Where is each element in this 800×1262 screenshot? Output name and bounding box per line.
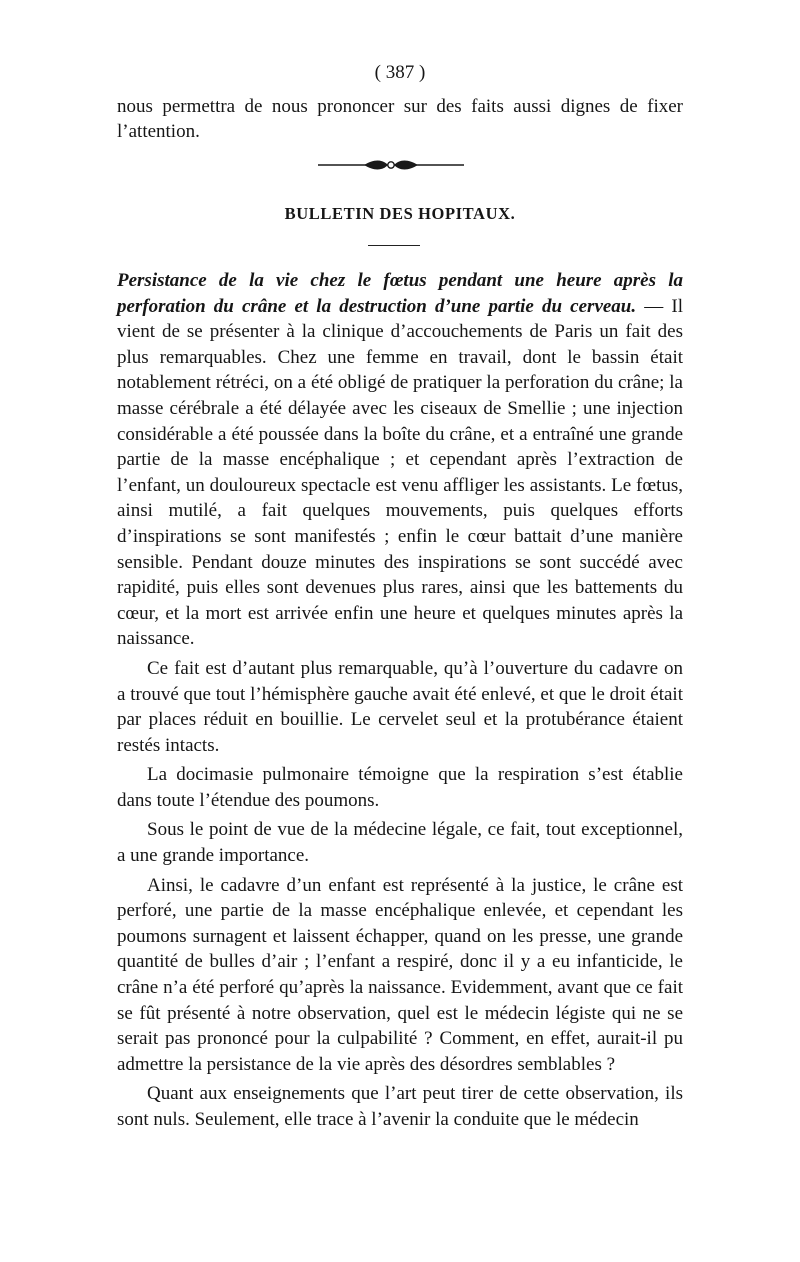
article-paragraph: Ainsi, le cadavre d’un enfant est représenté à la justice, le crâne est perforé, une partie de la masse encéphalique enlevée, et cependant les poumons surnagent et laissent échapper, quand on les presse, une grande quantité de bulles d’air ; l’enfant a respiré, donc il y a eu infanticide, le crâne n’a été perforé qu’après la naissance. Evidemment, avant que ce fait se fût présenté à notre observation, quel est le médecin légiste qui ne se serait pas prononcé pour la culpabilité ? Comment, en effet, aurait-il pu admettre la persistance de la vie après des désordres semblables ?: [117, 874, 683, 1075]
page-number: ( 387 ): [374, 62, 426, 83]
article-paragraph: Ce fait est d’autant plus remarquable, qu’à l’ouverture du cadavre on a trouvé que tout l’hémisphère gauche avait été enlevé, et que le droit était par places réduit en bouillie. Le cervelet seul et la protubérance étaient restés intacts.: [117, 657, 683, 756]
article-title: Persistance de la vie chez le fœtus pendant une heure après la perforation du crâne et la destruction d’une partie du cerveau.: [117, 270, 683, 317]
article-lead-text: — Il vient de se présenter à la clinique d’accouchements de Paris un fait des plus remarquables. Chez une femme en travail, dont le bassin était notablement rétréci, on a été obligé de pratiquer la perforation du crâne; la masse cérébrale a été délayée avec les ciseaux de Smellie ; une injection considérable a été poussée dans la boîte du crâne, et a entraîné une grande partie de la masse encéphalique ; et cependant après l’extraction de l’enfant, un douloureux spectacle est venu affliger les assistants. Le fœtus, ainsi mutilé, a fait quelques mouvements, puis quelques efforts d’inspirations se sont manifestés ; enfin le cœur battait d’une manière sensible. Pendant douze minutes des inspirations se sont succédé avec rapidité, puis elles sont devenues plus rares, ainsi que les battements du cœur, et la mort est arrivée enfin une heure et quelques minutes après la naissance.: [117, 295, 683, 650]
article-paragraph: La docimasie pulmonaire témoigne que la respiration s’est établie dans toute l’étendue des poumons.: [117, 764, 683, 811]
continued-paragraph: nous permettra de nous prononcer sur des faits aussi dignes de fixer l’attention.: [117, 96, 683, 142]
ornamental-divider: [318, 158, 464, 172]
article-paragraph: Sous le point de vue de la médecine légale, ce fait, tout exceptionnel, a une grande importance.: [117, 819, 683, 867]
article-first-paragraph: [117, 268, 683, 652]
title-rule: [368, 245, 420, 246]
article-body: [117, 268, 683, 1133]
section-title: BULLETIN DES HOPITAUX.: [284, 204, 516, 223]
article-paragraph: Quant aux enseignements que l’art peut tirer de cette observation, ils sont nuls. Seulement, elle trace à l’avenir la conduite que le médecin: [117, 1083, 683, 1130]
